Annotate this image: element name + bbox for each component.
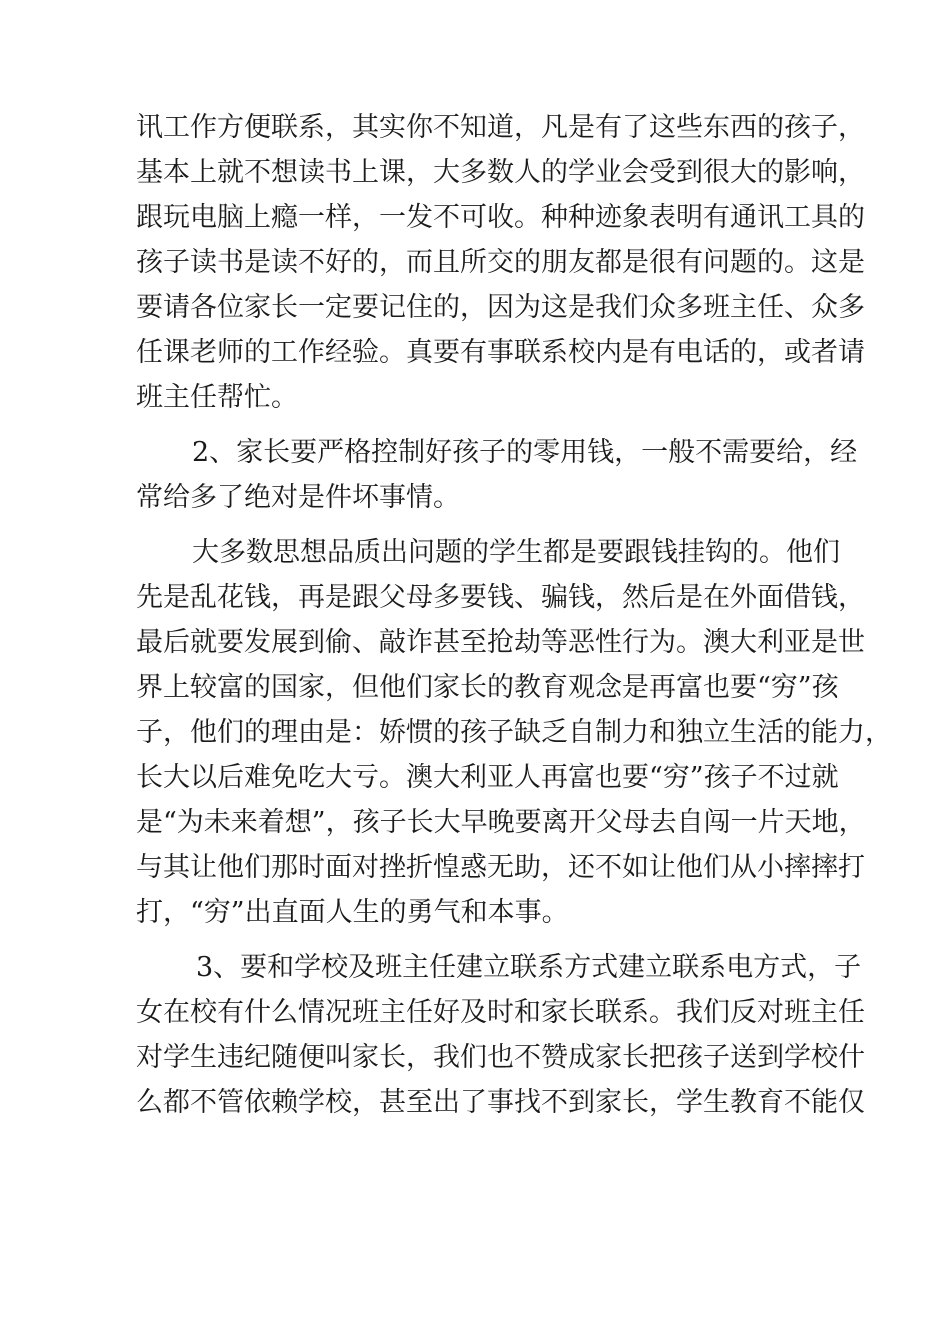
text-line: 常给多了绝对是件坏事情。 xyxy=(136,482,460,513)
text-line: 界上较富的国家，但他们家长的教育观念是再富也要“穷”孩 xyxy=(136,672,839,703)
text-line: 讯工作方便联系，其实你不知道，凡是有了这些东西的孩子， xyxy=(136,112,865,143)
text-line: 基本上就不想读书上课，大多数人的学业会受到很大的影响， xyxy=(136,157,865,188)
text-line: 最后就要发展到偷、敲诈甚至抢劫等恶性行为。澳大利亚是世 xyxy=(136,627,865,658)
text-line: 女在校有什么情况班主任好及时和家长联系。我们反对班主任 xyxy=(136,997,865,1028)
text-line: 长大以后难免吃大亏。澳大利亚人再富也要“穷”孩子不过就 xyxy=(136,762,839,793)
text-line: 么都不管依赖学校，甚至出了事找不到家长，学生教育不能仅 xyxy=(136,1087,865,1118)
text-line: 打，“穷”出直面人生的勇气和本事。 xyxy=(136,897,569,928)
text-line: 跟玩电脑上瘾一样，一发不可收。种种迹象表明有通讯工具的 xyxy=(136,202,865,233)
text-line: 要请各位家长一定要记住的，因为这是我们众多班主任、众多 xyxy=(136,292,865,323)
text-line: 对学生违纪随便叫家长，我们也不赞成家长把孩子送到学校什 xyxy=(136,1042,865,1073)
text-line: 是“为未来着想”，孩子长大早晚要离开父母去自闯一片天地， xyxy=(136,807,866,838)
text-line: 先是乱花钱，再是跟父母多要钱、骗钱，然后是在外面借钱， xyxy=(136,582,865,613)
text-line: 班主任帮忙。 xyxy=(136,382,298,413)
text-line: 任课老师的工作经验。真要有事联系校内是有电话的，或者请 xyxy=(136,337,865,368)
text-line: 2、家长要严格控制好孩子的零用钱，一般不需要给，经 xyxy=(192,437,858,468)
text-line: 3、要和学校及班主任建立联系方式建立联系电方式，子 xyxy=(196,952,862,983)
text-line: 与其让他们那时面对挫折惶惑无助，还不如让他们从小摔摔打 xyxy=(136,852,865,883)
text-line: 孩子读书是读不好的，而且所交的朋友都是很有问题的。这是 xyxy=(136,247,865,278)
text-line: 大多数思想品质出问题的学生都是要跟钱挂钩的。他们 xyxy=(192,537,840,568)
text-line: 子，他们的理由是：娇惯的孩子缺乏自制力和独立生活的能力， xyxy=(136,717,892,748)
